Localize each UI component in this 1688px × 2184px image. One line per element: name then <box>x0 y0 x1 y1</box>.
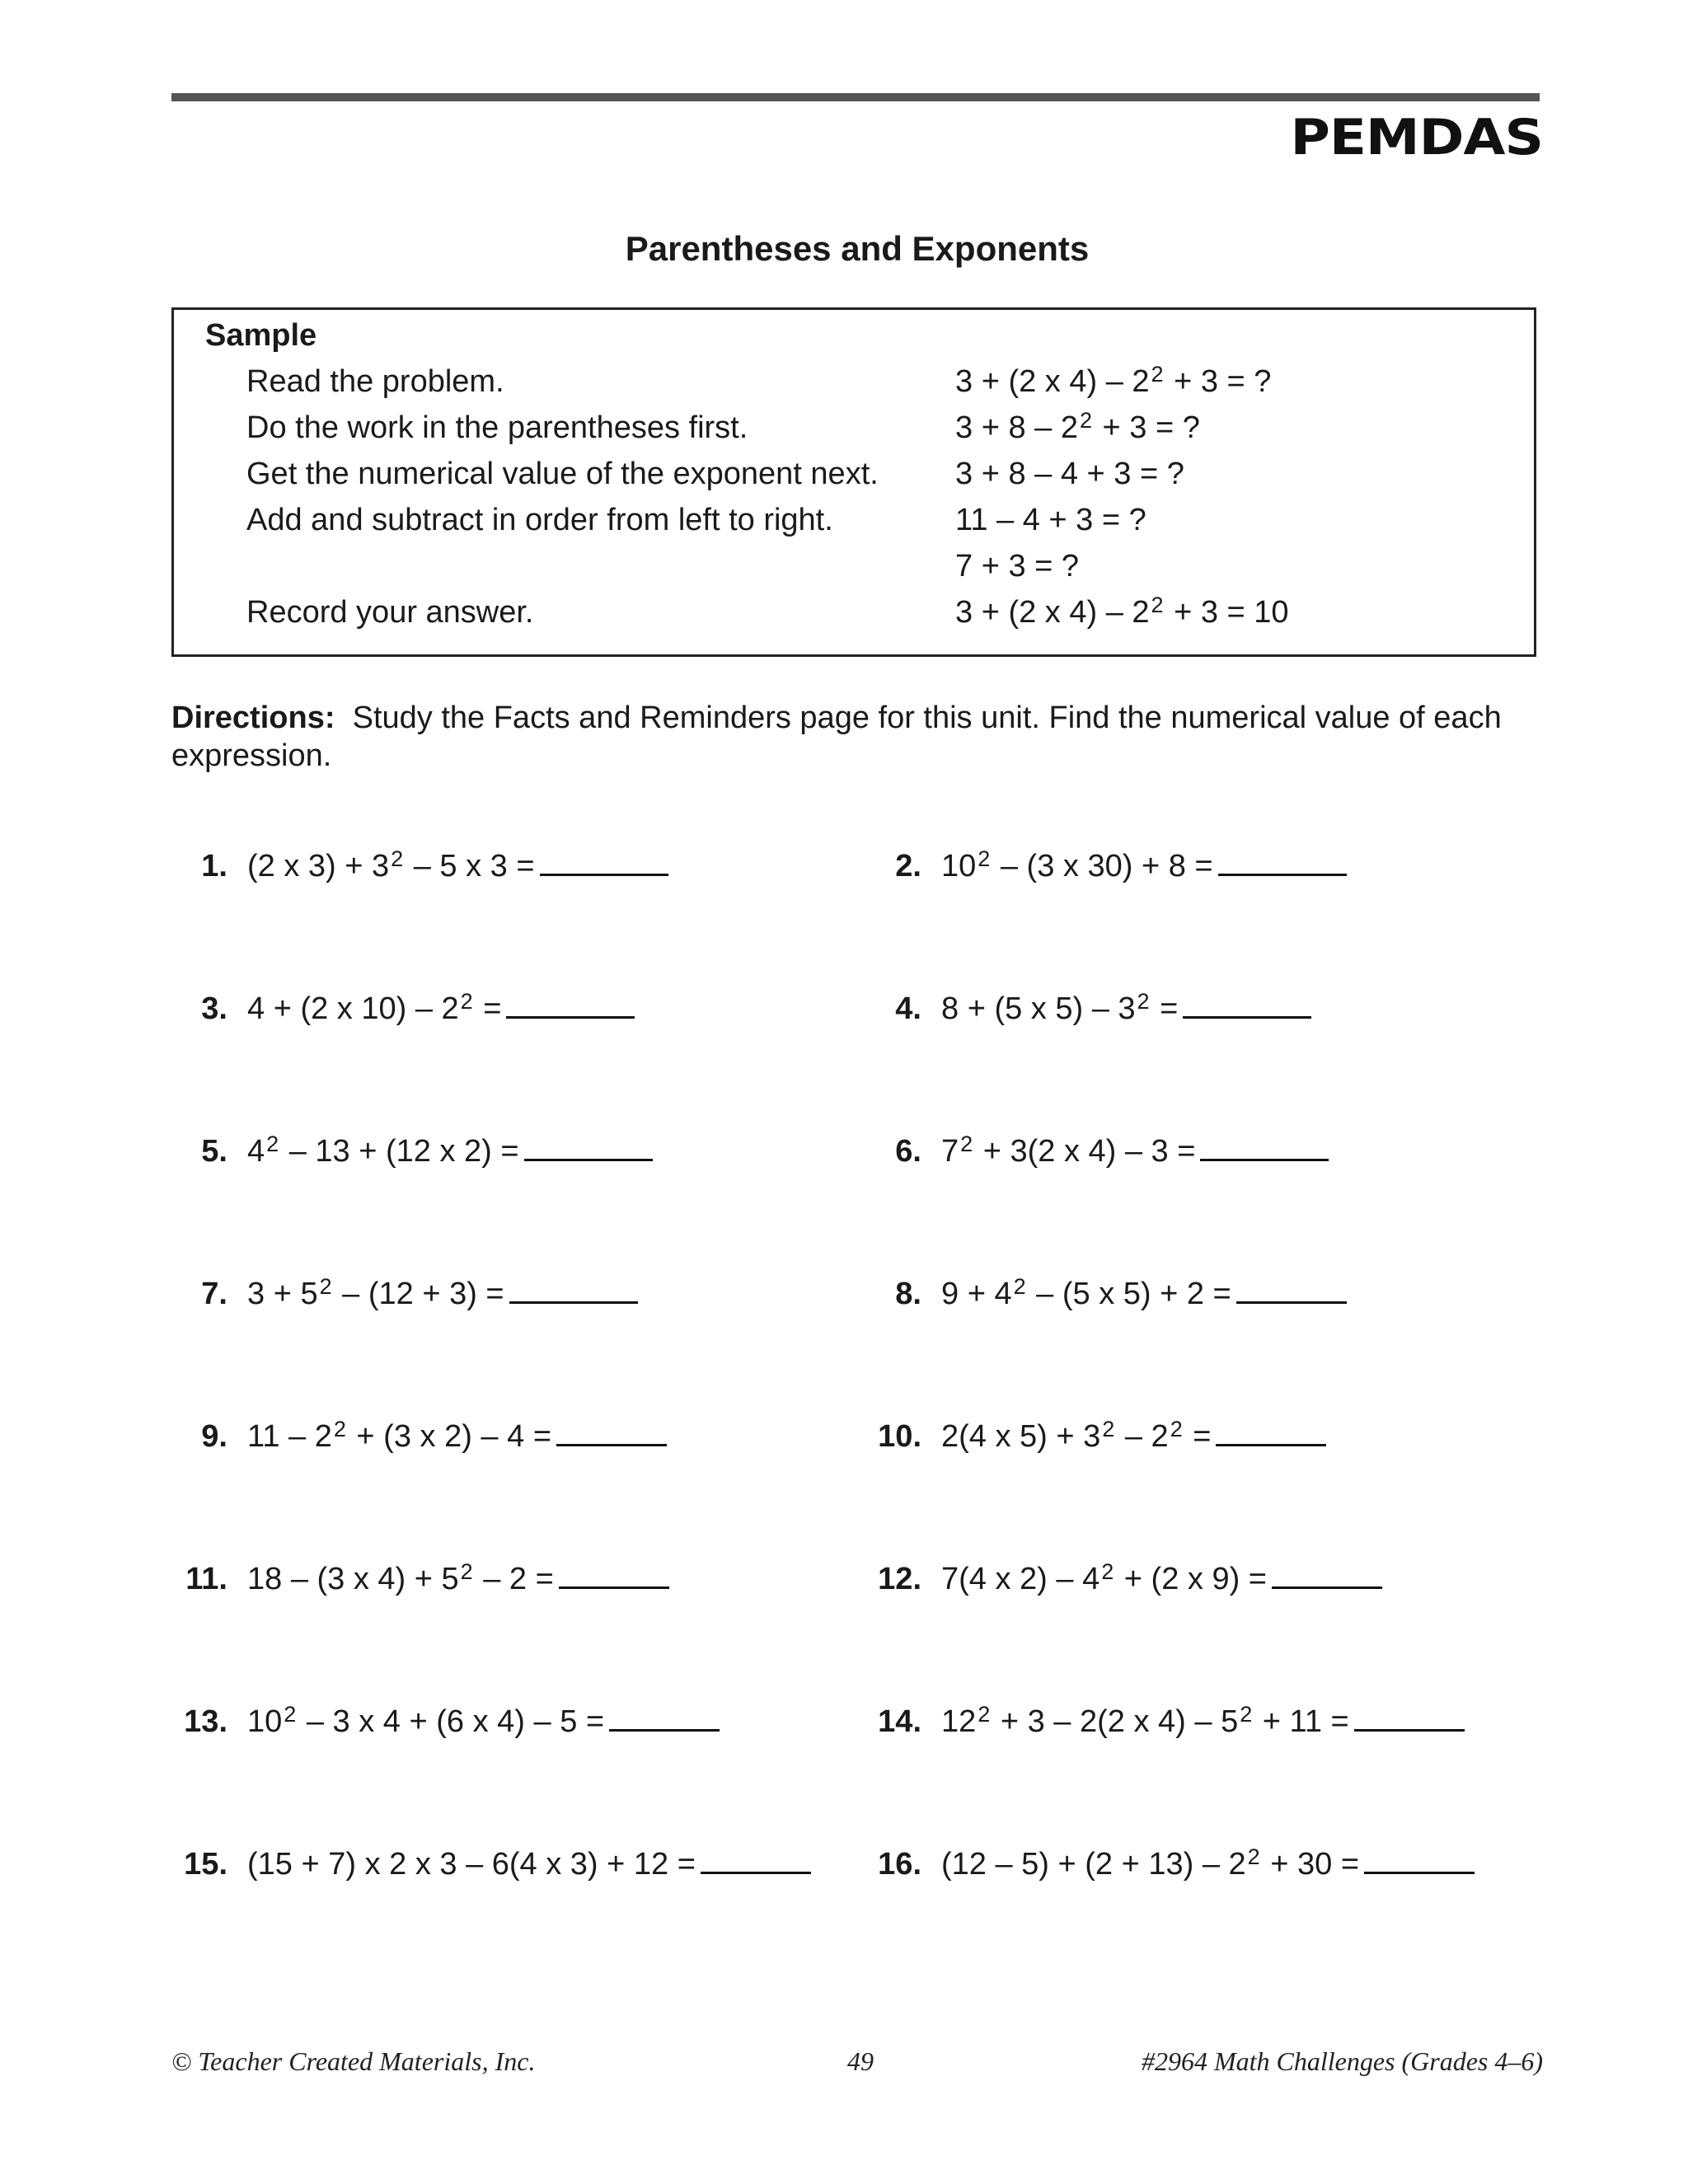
answer-blank[interactable] <box>701 1847 811 1874</box>
sample-expression: 7 + 3 = ? <box>955 549 1080 583</box>
problem-number: 2. <box>895 849 921 883</box>
problem-expression: $3 + 5^2 - (12 + 3)$ = <box>247 1274 504 1311</box>
footer-page-number: 49 <box>847 2046 874 2076</box>
problem-number: 11. <box>185 1562 227 1596</box>
pemdas-badge: PEMDAS <box>1290 108 1543 166</box>
problem-expression: $9 + 4^2 - (5$ x 5) + 2 = <box>941 1274 1231 1311</box>
problem-number: 8. <box>895 1277 921 1311</box>
answer-blank[interactable] <box>509 1277 638 1304</box>
problem-expression: 7(4 x $2) - 4^2 + (2$ x 9) = <box>941 1559 1267 1596</box>
problem-9 <box>171 1419 667 1455</box>
problem-12 <box>865 1559 1382 1597</box>
answer-blank[interactable] <box>1218 849 1347 876</box>
problem-number: 1. <box>201 849 227 883</box>
problem-number: 13. <box>184 1704 227 1739</box>
answer-blank[interactable] <box>556 1419 667 1446</box>
answer-blank[interactable] <box>1364 1847 1475 1874</box>
sample-step: Record your answer. <box>246 595 534 630</box>
sample-expression: $3 + 8 - 2^2 + 3$ = ? <box>955 408 1200 445</box>
sample-step: Read the problem. <box>246 364 504 399</box>
sample-expression: 11 – 4 + 3 = ? <box>955 503 1146 537</box>
problem-expression: $7^2 + 3(2$ x 4) – 3 = <box>941 1132 1196 1169</box>
problem-11 <box>171 1559 669 1597</box>
answer-blank[interactable] <box>609 1704 720 1732</box>
sample-expression: 3 + (2 x $4) - 2^2 + 3 = 10$ <box>955 593 1289 630</box>
answer-blank[interactable] <box>559 1562 669 1589</box>
sample-expression: 3 + (2 x $4) - 2^2 + 3$ = ? <box>955 362 1272 399</box>
problem-expression: $(12 - 5) + (2 + 13) - 2^2 + 30$ = <box>941 1844 1360 1882</box>
problem-expression: 18 – (3 x $4) + 5^2 - 2$ = <box>247 1559 554 1596</box>
directions-label: Directions: <box>171 701 335 735</box>
problem-expression: 8 + (5 x $5) - 3^2$ = <box>941 989 1179 1026</box>
problem-number: 7. <box>201 1277 227 1311</box>
problem-3 <box>171 991 635 1027</box>
answer-blank[interactable] <box>1200 1134 1329 1161</box>
problem-number: 3. <box>201 991 227 1026</box>
problem-1 <box>171 846 668 884</box>
answer-blank[interactable] <box>1183 991 1311 1019</box>
sample-box <box>171 307 1536 657</box>
problem-8 <box>865 1274 1347 1312</box>
problem-13 <box>171 1704 720 1740</box>
problem-15 <box>171 1847 811 1882</box>
sample-step: Do the work in the parentheses first. <box>246 410 748 445</box>
problem-expression: (15 + 7) x 2 x 3 – 6(4 x 3) + 12 = <box>247 1847 696 1882</box>
answer-blank[interactable] <box>1272 1562 1382 1589</box>
problem-4 <box>865 991 1311 1027</box>
sample-heading: Sample <box>205 318 317 353</box>
problem-number: 5. <box>201 1134 227 1169</box>
problem-number: 14. <box>878 1704 921 1739</box>
problem-expression: $10^2 - 3$ x 4 + (6 x 4) – 5 = <box>247 1702 605 1739</box>
answer-blank[interactable] <box>540 849 668 876</box>
sample-expression: 3 + 8 – 4 + 3 = ? <box>955 457 1184 491</box>
top-rule <box>171 93 1540 101</box>
answer-blank[interactable] <box>1216 1419 1326 1446</box>
answer-blank[interactable] <box>1236 1277 1347 1304</box>
answer-blank[interactable] <box>524 1134 653 1161</box>
problem-6 <box>865 1134 1329 1169</box>
problem-expression: (2 x $3) + 3^2 - 5$ x 3 = <box>247 846 535 883</box>
answer-blank[interactable] <box>1354 1704 1465 1732</box>
problem-number: 10. <box>878 1419 921 1454</box>
problem-number: 9. <box>201 1419 227 1454</box>
problem-number: 15. <box>184 1847 227 1882</box>
directions-text: Study the Facts and Reminders page for this unit. Find the numerical value of each expression. <box>171 701 1502 773</box>
footer-copyright: © Teacher Created Materials, Inc. <box>171 2046 536 2076</box>
problem-number: 16. <box>878 1847 921 1882</box>
problem-expression: $12^2 + 3 - 2(2$ x $4) - 5^2 + 11$ = <box>941 1702 1349 1739</box>
problem-expression: $10^2 - (3$ x 30) + 8 = <box>941 846 1213 883</box>
directions <box>171 699 1540 775</box>
problem-2 <box>865 846 1347 884</box>
problem-10 <box>865 1419 1326 1455</box>
problem-expression: 4 + (2 x $10) - 2^2$ = <box>247 989 502 1026</box>
problem-7 <box>171 1274 638 1312</box>
answer-blank[interactable] <box>506 991 635 1019</box>
sample-step: Add and subtract in order from left to right. <box>246 503 833 537</box>
problem-16 <box>865 1844 1475 1882</box>
problem-5 <box>171 1134 653 1169</box>
problem-expression: $4^2 - 13 + (12$ x 2) = <box>247 1132 519 1169</box>
sample-step: Get the numerical value of the exponent next. <box>246 457 879 491</box>
problem-number: 4. <box>895 991 921 1026</box>
problem-14 <box>865 1704 1465 1740</box>
problem-number: 12. <box>878 1562 921 1596</box>
problem-expression: $11 - 2^2 + (3$ x 2) – 4 = <box>247 1417 552 1454</box>
page-title: Parentheses and Exponents <box>625 229 1090 268</box>
footer-book-title: #2964 Math Challenges (Grades 4–6) <box>1141 2046 1543 2076</box>
problem-expression: 2(4 x $5) + 3^2 - 2^2$ = <box>941 1417 1212 1454</box>
problem-number: 6. <box>895 1134 921 1169</box>
